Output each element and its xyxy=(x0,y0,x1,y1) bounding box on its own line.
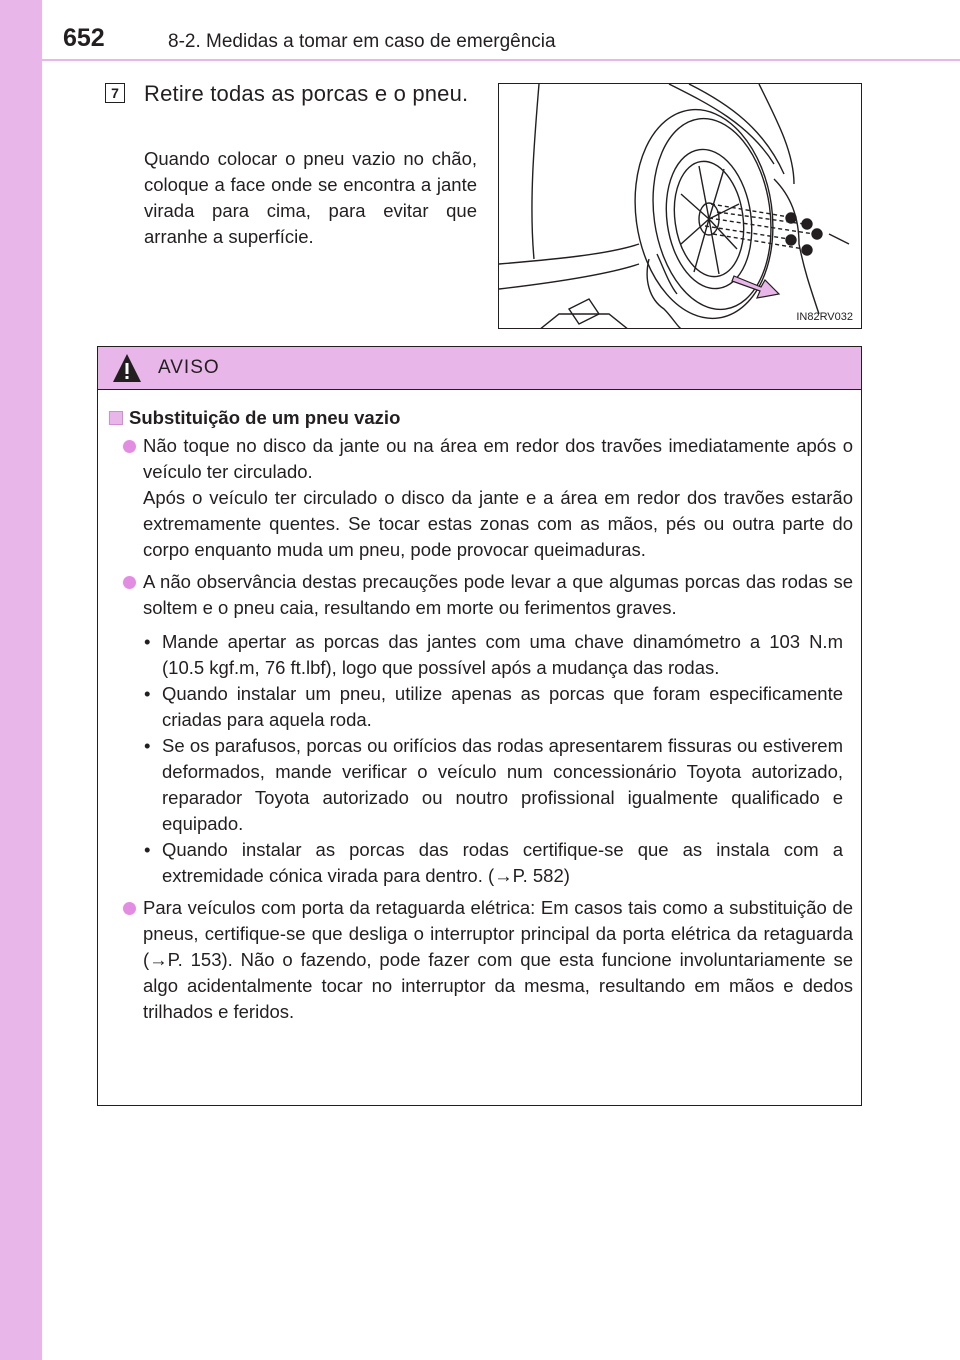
warning-item-2-sublist xyxy=(144,629,843,889)
figure-code: IN82RV032 xyxy=(796,311,853,323)
warning-item-1-para2: Após o veículo ter circulado o disco da jante e a área em redor dos travões estarão extremamente quentes. Se tocar estas zonas com as mãos, pés ou outra parte do corpo enquanto muda um pneu, pode provocar queimaduras. xyxy=(143,487,853,560)
warning-box xyxy=(97,346,862,1106)
circle-bullet-icon xyxy=(123,440,136,453)
side-color-bar xyxy=(0,0,42,1360)
warning-content xyxy=(98,405,861,1031)
step-number-badge: 7 xyxy=(105,83,125,103)
warning-title: AVISO xyxy=(158,357,220,378)
header-rule xyxy=(42,59,960,61)
wheel-illustration-drawing xyxy=(499,84,862,329)
warning-item-2-para1: A não observância destas precauções pode levar a que algumas porcas das rodas se soltem e o pneu caia, resultando em morte ou ferimentos graves. xyxy=(143,571,853,618)
warning-subheading xyxy=(109,405,861,431)
step-description: Quando colocar o pneu vazio no chão, coloque a face onde se encontra a jante virada para cima, para evitar que arranhe a superfície. xyxy=(144,148,477,247)
warning-item-1 xyxy=(143,433,853,563)
step-title: Retire todas as porcas e o pneu. xyxy=(144,81,469,106)
warning-subheading-text: Substituição de um pneu vazio xyxy=(129,407,401,428)
circle-bullet-icon xyxy=(123,902,136,915)
warning-item-3-para1: Para veículos com porta da retaguarda elétrica: Em casos tais como a substituição de pneus, certifique-se que desliga o interruptor principal da porta elétrica da retaguarda (→P. 153). Não o fazendo, pode fazer com que esta funcione involuntariamente se algo acidentalmente tocar no interruptor da mesma, resultando em mãos e dedos trilhados e feridos. xyxy=(143,897,853,1022)
sublist-item: • Mande apertar as porcas das jantes com uma chave dinamómetro a 103 N.m (10.5 kgf.m, 76 ft.lbf), logo que possível após a mudança das rodas. xyxy=(144,629,843,681)
sublist-item: • Quando instalar um pneu, utilize apenas as porcas que foram especificamente criadas para aquela roda. xyxy=(144,681,843,733)
square-bullet-icon xyxy=(109,411,123,425)
section-title: 8-2. Medidas a tomar em caso de emergência xyxy=(168,31,556,52)
page-number: 652 xyxy=(63,24,105,52)
warning-triangle-icon xyxy=(112,351,142,385)
circle-bullet-icon xyxy=(123,576,136,589)
warning-item-1-para1: Não toque no disco da jante ou na área em redor dos travões imediatamente após o veículo ter circulado. xyxy=(143,435,853,482)
sublist-item: • Quando instalar as porcas das rodas certifique-se que as instala com a extremidade cónica virada para dentro. (→P. 582) xyxy=(144,837,843,889)
sublist-item: • Se os parafusos, porcas ou orifícios das rodas apresentarem fissuras ou estiverem deformados, mande verificar o veículo num concessionário Toyota autorizado, reparador Toyota autorizado ou noutro profissional igualmente qualificado e equipado. xyxy=(144,733,843,837)
warning-item-2 xyxy=(143,569,853,621)
warning-item-3 xyxy=(143,895,853,1025)
wheel-removal-illustration xyxy=(498,83,862,329)
warning-header xyxy=(98,347,861,390)
